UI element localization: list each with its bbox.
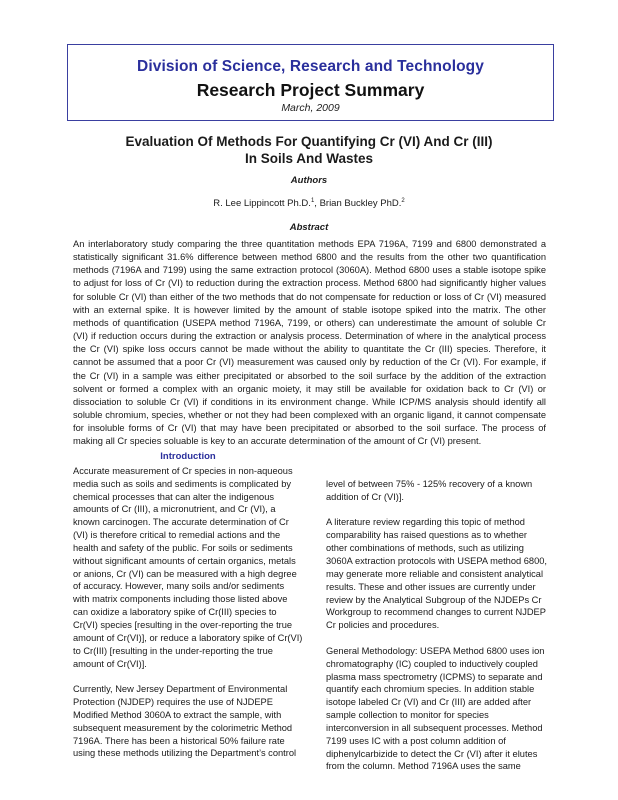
abstract-text: An interlaboratory study comparing the three quantitation methods EPA 7196A, 7199 and 6800 demonstrated a statistically significant 31.6% difference between method 6800 and the results from the other two quantification methods (7196A and 7199) using the same extraction protocol (3060A). Method 6800 uses a stable isotope spike to adjust for loss of Cr (VI) to reduction during the extraction process. Method 6800 had significantly higher values for soluble Cr (VI) than either of the two methods that do not compensate for reduction or loss of Cr (VI) measured with an external spike. It is however limited by the amount of stable isotope spiked into the matrix. The other methods of quantification (USEPA method 7196A, 7199, or others) can underestimate the amount of soluble Cr (VI) if reduction occurs during the extraction or analysis process. Determination of where in the analytical process the Cr (VI) spike loss occurs cannot be made without the ability to quantitate the Cr (III) species. Therefore, it cannot be assumed that a poor Cr (VI) measurement was caused only by reduction of the Cr (VI). For example, if the Cr (VI) in a sample was either precipitated or absorbed to the soil surface by the addition of the extraction solvent or formed a complex with an organic moiety, it may still be available for oxidation back to Cr (VI) or dissociation to soluble Cr (VI) if conditions in its environment change. While ICP/MS analysis should identify all soluble chromium, species, whether or not they had been complexed with an organic ligand, it cannot compensate for insoluble forms of Cr (VI) that may have been precipitated or absorbed to the soil surface. The process of making all Cr species soluable is key to an accurate determination of the amount of Cr (VI) present. [73, 239, 546, 447]
intro-paragraph-3: level of between 75% - 125% recovery of a known addition of Cr (VI)]. [326, 479, 533, 502]
author-1-affiliation: 1 [310, 198, 315, 204]
author-2: Brian Buckley PhD. [319, 198, 402, 210]
right-column [326, 478, 548, 786]
title-line-1: Evaluation Of Methods For Quantifying Cr (VI) And Cr (III) [125, 134, 493, 149]
author-1: R. Lee Lippincott Ph.D. [213, 198, 311, 210]
title-line-2: In Soils And Wastes [244, 151, 374, 166]
publication-date: March, 2009 [281, 102, 340, 114]
author-separator: , [314, 198, 320, 210]
intro-paragraph-1: Accurate measurement of Cr species in non-aqueous media such as soils and sediments is complicated by chemical processes that can alter the indigenous amounts of Cr (III), a micronutrient, and Cr (VI), a known carcinogen. The accurate determination of Cr (VI) is therefore critical to remedial actions and the health and safety of the public. For soils or sediments without significant amounts of certain organics, metals or anions, Cr (VI) can be measured with a high degree of accuracy. However, many soils and/or sediments with matrix components including those listed above can oxidize a laboratory spike of Cr(III) species to Cr(VI) species [resulting in the over-reporting the true amount of Cr(VI)], or reduce a laboratory spike of Cr(VI) to Cr(III) [resulting in the under-reporting the true amount of Cr(VI)]. [73, 465, 303, 669]
authors-line [0, 198, 618, 209]
intro-paragraph-2: Currently, New Jersey Department of Environmental Protection (NJDEP) requires the use of NJDEPE Modified Method 3060A to extract the sample, with subsequent measurement by the colorimetric Method 7196A. There has been a historical 50% failure rate using these methods utilizing the Department’s control [73, 684, 297, 759]
abstract-heading: Abstract [289, 222, 329, 233]
intro-paragraph-5: General Methodology: USEPA Method 6800 uses ion chromatography (IC) coupled to inductively coupled plasma mass spectrometry (ICPMS) to separate and quantify each chromium species. In addition stable isotope labeled Cr (VI) and Cr (III) are added after sample collection to monitor for species interconversion in all subsequent processes. Method 7199 uses IC with a post column addition of diphenylcarbizide to detect the Cr (VI) after it elutes from the column. Method 7196A uses the same [326, 645, 545, 772]
intro-paragraph-4: A literature review regarding this topic of method comparability has raised questions as to whether other combinations of methods, such as utilizing 3060A extraction protocols with USEPA method 6800, may generate more reliable and consistent analytical results. These and other issues are currently under review by the Analytical Subgroup of the NJDEPs Cr Workgroup to recommend changes to current NJDEP Cr policies and procedures. [326, 517, 548, 631]
left-column [73, 451, 303, 773]
publication-type: Research Project Summary [196, 80, 425, 100]
header-box [67, 44, 554, 121]
authors-heading: Authors [290, 175, 328, 186]
introduction-heading: Introduction [160, 451, 216, 462]
page-title [0, 133, 618, 167]
author-2-affiliation: 2 [401, 198, 405, 204]
division-name: Division of Science, Research and Technology [137, 58, 484, 75]
